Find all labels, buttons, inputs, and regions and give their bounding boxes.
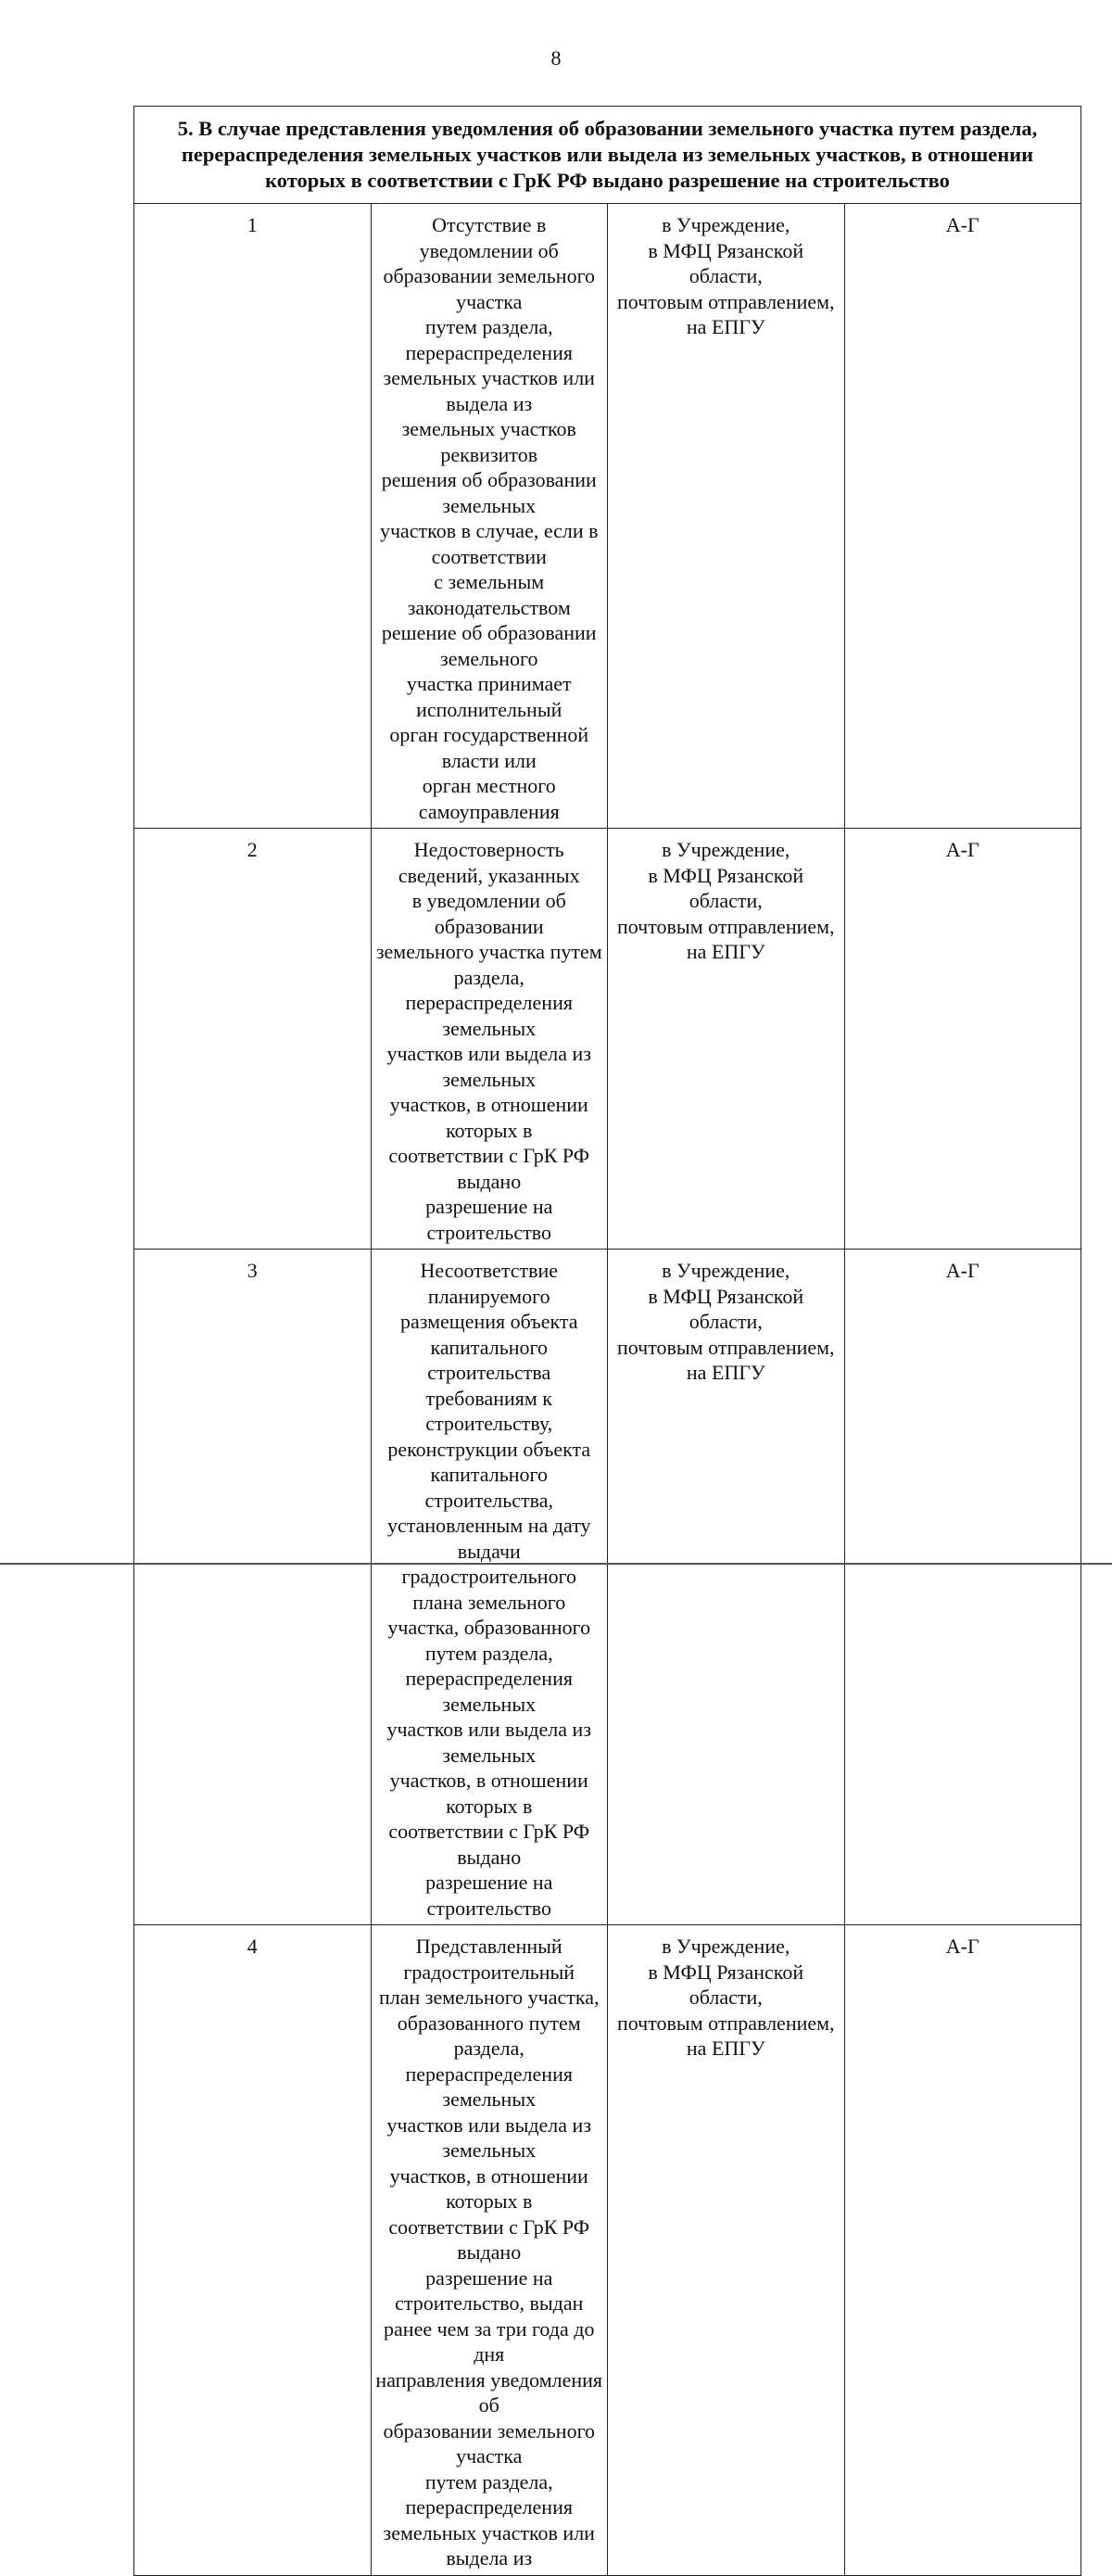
submission-way-line: в Учреждение, (662, 1935, 790, 1958)
table-row (134, 204, 1081, 829)
grounds-table (133, 106, 1081, 2576)
description-line: земельных участков или выдела из (383, 366, 595, 415)
description-line: путем раздела, перераспределения (405, 2469, 573, 2519)
submission-way-line: на ЕПГУ (686, 315, 765, 338)
row-description (371, 204, 608, 829)
description-line: соответствии с ГрК РФ выдано (388, 1144, 590, 1193)
description-line: участков или выдела из земельных (386, 1042, 592, 1091)
row-submission-ways (608, 829, 845, 1250)
description-line: участков, в отношении которых в (389, 1769, 588, 1818)
submission-way-line: в Учреждение, (662, 213, 790, 236)
description-line: перераспределения земельных (405, 2062, 573, 2111)
submission-way-line: на ЕПГУ (686, 1361, 765, 1384)
row-number: 3 (134, 1250, 372, 1925)
description-line: ранее чем за три года до дня (384, 2316, 595, 2366)
description-line: участка, образованного путем раздела, (387, 1616, 591, 1665)
row-description (371, 1250, 608, 1925)
page-number: 8 (550, 46, 562, 70)
table-row (134, 829, 1081, 1250)
row-submission-ways (608, 1925, 845, 2576)
description-line: образованного путем раздела, (397, 2011, 581, 2060)
row-description (371, 1925, 608, 2576)
section-header-row (134, 107, 1081, 204)
row-code: А-Г (844, 829, 1081, 1250)
description-line: решение об образовании земельного (381, 621, 597, 670)
row-code: А-Г (844, 1250, 1081, 1925)
description-line: строительству, реконструкции объекта (387, 1412, 591, 1461)
description-line: градостроительного плана земельного (401, 1565, 577, 1614)
description-line: образовании земельного участка (383, 2418, 596, 2468)
description-line: строительства требованиям к (425, 1361, 552, 1410)
description-line: Несоответствие планируемого (420, 1259, 558, 1308)
row-number: 1 (134, 204, 372, 829)
description-line: земельных участков реквизитов (401, 417, 576, 466)
section-title-line: 5. В случае представления уведомления об образовании земельного участка путем раздела, (177, 117, 1038, 140)
description-line: перераспределения земельных (405, 991, 573, 1040)
description-line: участков, в отношении которых в (389, 1093, 588, 1142)
description-line: разрешение на строительство (425, 1195, 553, 1244)
description-line: направления уведомления об (375, 2367, 603, 2417)
description-line: орган местного самоуправления (418, 774, 560, 823)
description-line: участков, в отношении которых в (389, 2164, 588, 2213)
submission-way-line: почтовым отправлением, (616, 289, 835, 313)
description-line: разрешение на строительство (425, 1871, 553, 1920)
submission-way-line: почтовым отправлением, (616, 914, 835, 938)
description-line: земельного участка путем раздела, (375, 940, 602, 989)
row-number: 4 (134, 1925, 372, 2576)
row-code: А-Г (844, 1925, 1081, 2576)
section-title (134, 107, 1081, 204)
description-line: Представленный градостроительный (403, 1935, 575, 1984)
description-line: участка принимает исполнительный (406, 672, 572, 721)
description-line: план земельного участка, (378, 1986, 600, 2009)
description-line: с земельным законодательством (407, 570, 571, 619)
table-row (134, 1925, 1081, 2576)
submission-way-line: в МФЦ Рязанской области, (648, 1960, 804, 2009)
description-line: орган государственной власти или (389, 723, 589, 772)
description-line: участков или выдела из земельных (386, 1718, 592, 1767)
submission-way-line: почтовым отправлением, (616, 1335, 835, 1359)
submission-way-line: на ЕПГУ (686, 2037, 765, 2060)
description-line: Отсутствие в уведомлении об (419, 213, 559, 262)
section-title-line: перераспределения земельных участков или выдела из земельных участков, в отношении (181, 143, 1034, 166)
description-line: соответствии с ГрК РФ выдано (388, 1820, 590, 1869)
description-line: размещения объекта капитального (399, 1310, 578, 1359)
description-line: образовании земельного участка (383, 264, 596, 313)
description-line: установленным на дату выдачи (386, 1514, 591, 1563)
submission-way-line: на ЕПГУ (686, 940, 765, 963)
row-number: 2 (134, 829, 372, 1250)
row-description (371, 829, 608, 1250)
submission-way-line: в МФЦ Рязанской области, (648, 1284, 804, 1333)
description-line: земельных участков или выдела из (383, 2520, 595, 2570)
submission-way-line: в МФЦ Рязанской области, (648, 238, 804, 287)
description-line: участков в случае, если в соответствии (379, 519, 599, 568)
description-line: путем раздела, перераспределения (405, 315, 573, 364)
row-submission-ways (608, 204, 845, 829)
description-line: Недостоверность сведений, указанных (398, 838, 580, 887)
description-line: в уведомлении об образовании (411, 889, 566, 938)
table-row (134, 1250, 1081, 1925)
description-line: капитального строительства, (424, 1463, 554, 1512)
page-bottom-edge (0, 1563, 1112, 1565)
submission-way-line: в Учреждение, (662, 838, 790, 861)
description-line: решения об образовании земельных (381, 468, 597, 517)
submission-way-line: в Учреждение, (662, 1259, 790, 1282)
row-submission-ways (608, 1250, 845, 1925)
submission-way-line: почтовым отправлением, (616, 2011, 835, 2035)
submission-way-line: в МФЦ Рязанской области, (648, 863, 804, 912)
row-code: А-Г (844, 204, 1081, 829)
section-title-line: которых в соответствии с ГрК РФ выдано разрешение на строительство (265, 169, 950, 192)
description-line: разрешение на строительство, выдан (395, 2265, 584, 2315)
description-line: перераспределения земельных (405, 1667, 573, 1716)
description-line: участков или выдела из земельных (386, 2113, 592, 2162)
description-line: соответствии с ГрК РФ выдано (388, 2214, 590, 2264)
